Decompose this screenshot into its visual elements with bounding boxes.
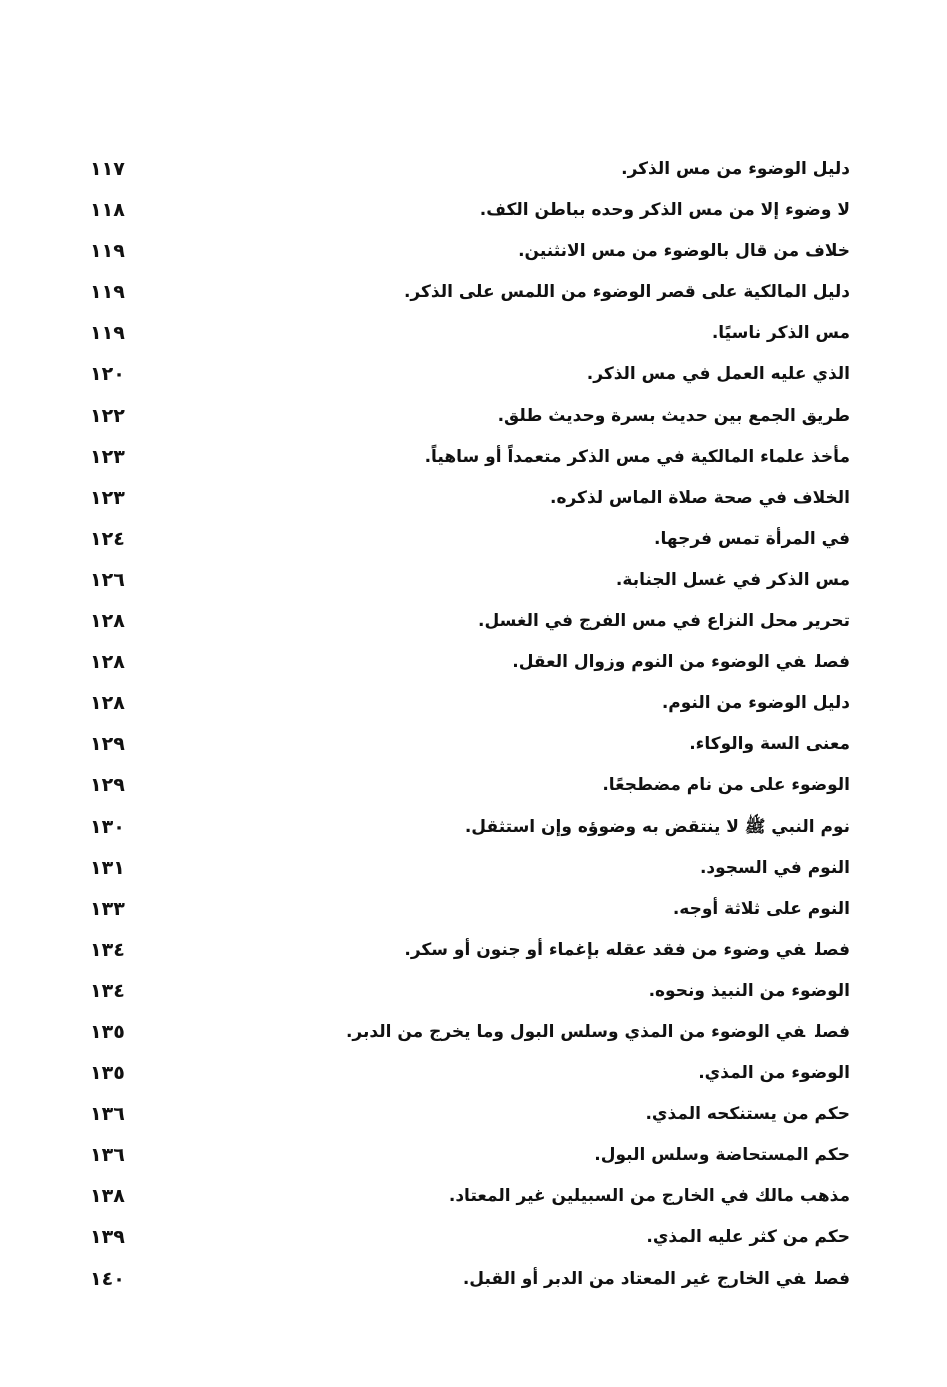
toc-row (60, 150, 850, 191)
toc-row (60, 1260, 850, 1301)
toc-row (60, 972, 850, 1013)
toc-row (60, 602, 850, 643)
toc-entry (689, 733, 850, 755)
toc-entry-text: مذهب مالك في الخارج من السبيلين غير المعتاد. (448, 1186, 850, 1207)
section-prefix: فصل (815, 1021, 850, 1042)
toc-entry-text: مس الذكر في غسل الجنابة. (615, 569, 850, 590)
toc-row (60, 520, 850, 561)
toc-entry (700, 857, 850, 879)
page-number: ١٣٤ (90, 938, 125, 961)
toc-entry-text: دليل الوضوء من النوم. (661, 693, 850, 714)
toc-entry-text: النوم في السجود. (699, 857, 850, 878)
toc-row (60, 1218, 850, 1259)
toc-row (60, 232, 850, 273)
toc-row (60, 397, 850, 438)
toc-row (60, 766, 850, 807)
toc-entry (404, 939, 850, 961)
toc-entry-text: الخلاف في صحة صلاة الماس لذكره. (549, 487, 850, 508)
page-number: ١٢٩ (90, 733, 125, 756)
toc-row (60, 890, 850, 931)
toc-entry (616, 569, 850, 591)
page-number: ١١٨ (90, 199, 125, 222)
toc-entry (654, 528, 850, 550)
toc-entry-text: دليل الوضوء من مس الذكر. (621, 159, 850, 179)
toc-entry (518, 240, 850, 262)
toc-row (60, 314, 850, 355)
page-number: ١٢٣ (90, 445, 125, 468)
page-number: ١٤٠ (90, 1267, 125, 1290)
toc-entry (673, 898, 850, 920)
toc-row (60, 561, 850, 602)
toc-entry (425, 446, 850, 468)
page-number: ١٣٣ (90, 897, 125, 920)
toc-row (60, 438, 850, 479)
page-number: ١١٩ (90, 240, 125, 263)
toc-entry-text: مس الذكر ناسيًا. (711, 323, 850, 344)
toc-row (60, 725, 850, 766)
page-number: ١٣٥ (90, 1020, 125, 1043)
toc-entry-text: في الخارج غير المعتاد من الدبر أو القبل. (462, 1268, 806, 1289)
toc-row (60, 849, 850, 890)
page-number: ١٢٨ (90, 610, 125, 633)
toc-entry (649, 980, 850, 1002)
toc-entry (712, 322, 850, 344)
toc-row (60, 1054, 850, 1095)
toc-entry-text: حكم المستحاضة وسلس البول. (594, 1145, 850, 1166)
toc-entry-text: في الوضوء من النوم وزوال العقل. (512, 652, 806, 673)
toc-row (60, 355, 850, 396)
toc-row (60, 684, 850, 725)
page-number: ١٣٩ (90, 1226, 125, 1249)
toc-entry-text: حكم من يستنكحه المذي. (645, 1104, 850, 1125)
page-number: ١٢٠ (90, 363, 125, 386)
toc-entry (404, 281, 850, 303)
toc-entry (621, 158, 850, 180)
toc-entry (662, 692, 850, 714)
page-number: ١٣٦ (90, 1144, 125, 1167)
toc-row (60, 273, 850, 314)
table-of-contents (60, 150, 850, 1301)
toc-entry-text: الذي عليه العمل في مس الذكر. (586, 364, 850, 385)
toc-row (60, 808, 850, 849)
toc-entry-text: في الوضوء من المذي وسلس البول وما يخرج من الدبر. (345, 1021, 806, 1042)
toc-entry-text: في وضوء من فقد عقله بإغماء أو جنون أو سكر. (404, 939, 806, 960)
toc-entry (478, 610, 850, 632)
page-number: ١٣١ (90, 856, 125, 879)
toc-entry (698, 1062, 850, 1084)
section-prefix: فصل (815, 939, 850, 960)
toc-entry-text: الوضوء من المذي. (698, 1063, 850, 1084)
toc-entry-text: الوضوء على من نام مضطجعًا. (602, 775, 850, 796)
page-number: ١٣٨ (90, 1185, 125, 1208)
toc-entry (463, 1268, 850, 1290)
toc-entry (512, 651, 850, 673)
toc-row (60, 479, 850, 520)
page-number: ١٢٦ (90, 568, 125, 591)
toc-entry (465, 816, 850, 838)
toc-row (60, 191, 850, 232)
page-number: ١٢٣ (90, 486, 125, 509)
page-number: ١٣٤ (90, 979, 125, 1002)
page-number: ١٣٦ (90, 1103, 125, 1126)
toc-entry (498, 405, 850, 427)
toc-entry-text: مأخذ علماء المالكية في مس الذكر متعمداً أو ساهياً. (424, 446, 850, 467)
toc-row (60, 1013, 850, 1054)
page-number: ١٢٩ (90, 774, 125, 797)
toc-row (60, 643, 850, 684)
toc-entry-text: لا وضوء إلا من مس الذكر وحده بباطن الكف. (479, 200, 850, 221)
toc-row (60, 931, 850, 972)
page-number: ١٣٥ (90, 1062, 125, 1085)
section-prefix: فصل (815, 1268, 850, 1289)
page-number: ١٢٨ (90, 692, 125, 715)
toc-row (60, 1177, 850, 1218)
toc-entry (346, 1021, 850, 1043)
toc-entry-text: معنى السة والوكاء. (689, 734, 850, 755)
toc-entry-text: الوضوء من النبيذ ونحوه. (648, 980, 850, 1001)
page-number: ١٣٠ (90, 815, 125, 838)
toc-entry (550, 487, 850, 509)
page-number: ١٢٤ (90, 527, 125, 550)
toc-entry (480, 199, 850, 221)
page-number: ١٢٢ (90, 404, 125, 427)
toc-entry-text: النوم على ثلاثة أوجه. (672, 898, 850, 919)
toc-entry-text: طريق الجمع بين حديث بسرة وحديث طلق. (497, 405, 850, 426)
toc-entry (646, 1226, 850, 1248)
page-number: ١١٩ (90, 322, 125, 345)
toc-entry (602, 774, 850, 796)
toc-entry (645, 1103, 850, 1125)
page-number: ١١٧ (90, 158, 125, 180)
toc-entry-text: نوم النبي ﷺ لا ينتقض به وضوؤه وإن استثقل. (464, 816, 850, 837)
page-number: ١٢٨ (90, 651, 125, 674)
toc-entry (449, 1185, 850, 1207)
toc-entry-text: تحرير محل النزاع في مس الفرج في الغسل. (478, 611, 850, 632)
toc-row (60, 1136, 850, 1177)
toc-entry-text: خلاف من قال بالوضوء من مس الانثنين. (518, 241, 850, 262)
toc-entry (594, 1144, 850, 1166)
toc-entry-text: دليل المالكية على قصر الوضوء من اللمس على الذكر. (403, 282, 850, 303)
toc-entry-text: في المرأة تمس فرجها. (654, 528, 850, 549)
toc-entry-text: حكم من كثر عليه المذي. (646, 1227, 850, 1248)
toc-entry (587, 363, 850, 385)
page-number: ١١٩ (90, 281, 125, 304)
toc-row (60, 1095, 850, 1136)
section-prefix: فصل (815, 652, 850, 673)
